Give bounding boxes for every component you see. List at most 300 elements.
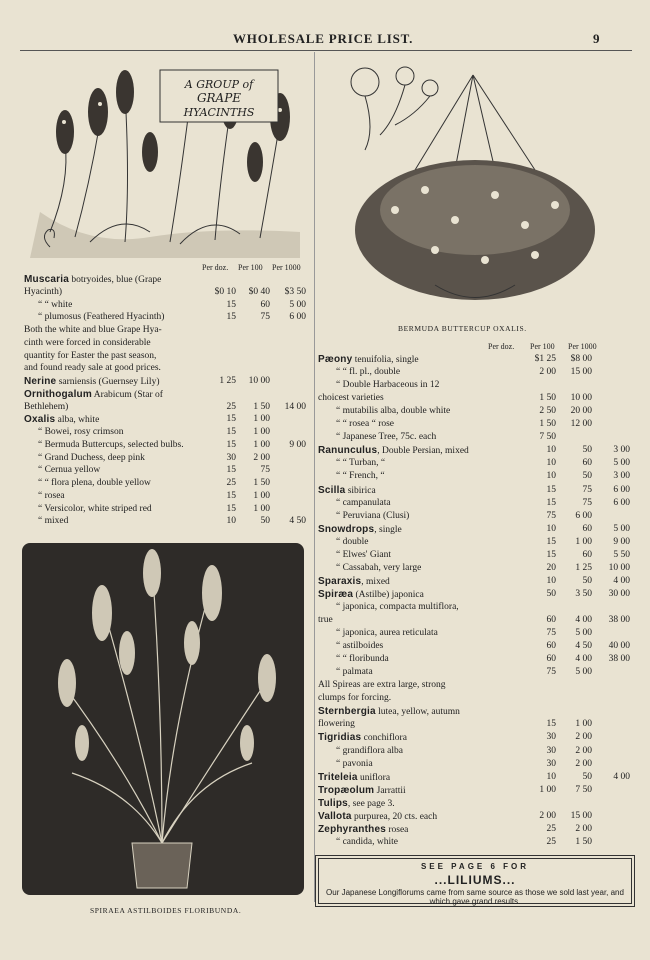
price-row <box>24 490 310 503</box>
item-name <box>318 823 408 837</box>
price-c100: 75 <box>260 465 270 476</box>
price-c100: 60 <box>260 299 270 310</box>
price-c100: 5 00 <box>575 628 592 639</box>
item-name <box>24 401 68 414</box>
item-name <box>336 497 391 510</box>
price-c100: 2 00 <box>575 732 592 743</box>
price-doz: 75 <box>546 667 556 678</box>
price-doz: 1 50 <box>539 393 556 404</box>
item-desc: uniflora <box>357 772 391 783</box>
genus-name: Tropæolum <box>318 784 375 796</box>
price-doz: 15 <box>226 503 236 514</box>
price-c100: 4 00 <box>575 615 592 625</box>
item-desc: “ pavonia <box>336 758 373 769</box>
item-name <box>38 464 100 477</box>
price-row <box>24 311 310 324</box>
item-desc: and found ready sale at good prices. <box>24 363 161 374</box>
price-row <box>318 653 632 666</box>
price-c100: 12 00 <box>570 419 592 430</box>
item-name <box>24 337 151 350</box>
price-c1000: $3 50 <box>284 286 306 297</box>
price-doz: 15 <box>546 719 556 730</box>
item-desc: “ Double Harbaceous in 12 <box>336 380 440 391</box>
item-desc: cinth were forced in considerable <box>24 337 151 348</box>
price-row <box>318 405 632 418</box>
item-desc: , mixed <box>361 576 390 587</box>
price-row <box>318 692 632 705</box>
item-desc: clumps for forcing. <box>318 693 392 704</box>
price-row <box>24 413 310 426</box>
price-c100: 75 <box>582 497 592 508</box>
price-doz: 7 50 <box>539 432 556 443</box>
item-desc: , Double Persian, mixed <box>377 446 469 457</box>
svg-text:A GROUP of: A GROUP of <box>184 78 254 91</box>
item-desc: “ grandiflora alba <box>336 745 403 756</box>
item-desc: “ mutabilis alba, double white <box>336 406 451 417</box>
price-c100: 75 <box>260 312 270 323</box>
price-c100: 3 50 <box>575 588 592 599</box>
item-desc: “ Versicolor, white striped red <box>38 503 152 514</box>
item-desc: “ “ flora plena, double yellow <box>38 478 151 488</box>
price-row <box>318 418 632 431</box>
item-desc: tenuifolia, single <box>352 355 419 365</box>
item-name <box>38 439 184 452</box>
price-c1000: 3 00 <box>613 445 630 456</box>
price-row <box>24 324 310 337</box>
price-c1000: 40 00 <box>608 641 630 652</box>
genus-name: Sparaxis <box>318 575 362 587</box>
price-row <box>24 401 310 414</box>
price-row <box>24 503 310 516</box>
item-desc: sarniensis (Guernsey Lily) <box>56 377 160 387</box>
item-name <box>318 575 390 589</box>
price-c1000: 6 00 <box>613 484 630 495</box>
price-row <box>318 588 632 601</box>
price-doz: 20 <box>546 562 556 573</box>
price-doz: 1 00 <box>539 784 556 795</box>
genus-name: Nerine <box>24 376 57 387</box>
price-row <box>318 431 632 444</box>
price-c100: 1 00 <box>253 439 270 450</box>
price-row <box>318 731 632 744</box>
item-name <box>318 523 402 537</box>
item-name <box>318 588 424 602</box>
item-name <box>336 562 421 575</box>
price-c100: 50 <box>260 516 270 527</box>
item-name <box>336 666 373 679</box>
price-row <box>318 718 632 731</box>
price-doz: 10 <box>546 471 556 482</box>
price-row <box>318 614 632 627</box>
item-desc: rosea <box>385 824 409 835</box>
price-row <box>318 627 632 640</box>
price-row <box>318 679 632 692</box>
item-desc: , single <box>374 524 402 535</box>
item-name <box>336 601 459 614</box>
price-c1000: 9 00 <box>289 439 306 450</box>
item-desc: Jarrattii <box>374 785 406 796</box>
price-c100: 50 <box>582 575 592 586</box>
item-desc: “ Elwes' Giant <box>336 549 392 560</box>
genus-name: Triteleia <box>318 771 358 783</box>
item-name <box>318 692 391 705</box>
price-c100: 60 <box>582 549 592 560</box>
price-row <box>318 810 632 823</box>
price-c100: 1 00 <box>253 414 270 425</box>
price-c100: 15 00 <box>570 367 592 378</box>
item-desc: “ astilboides <box>336 641 384 652</box>
svg-text:GRAPE: GRAPE <box>196 91 242 105</box>
price-c100: 15 00 <box>570 810 592 821</box>
notice-line-3: Our Japanese Longiflorums came from same source as those we sold last year, and which gave grand results. <box>326 888 624 906</box>
price-doz: 75 <box>546 628 556 639</box>
price-c1000: 5 50 <box>613 549 630 560</box>
price-c100: 50 <box>582 771 592 782</box>
price-c100: 5 00 <box>575 667 592 678</box>
svg-text:HYACINTHS: HYACINTHS <box>183 106 255 119</box>
item-desc: “ “ floribunda <box>336 654 389 665</box>
price-row <box>318 379 632 392</box>
price-c100: 1 50 <box>253 478 270 488</box>
item-desc: Arabicum (Star of <box>91 389 163 400</box>
price-row <box>318 457 632 470</box>
item-desc: “ mixed <box>38 516 69 527</box>
price-row <box>24 426 310 439</box>
price-doz: 1 25 <box>219 376 236 386</box>
price-row <box>318 601 632 614</box>
item-name <box>336 758 373 771</box>
price-c100: 6 00 <box>575 510 592 521</box>
price-c100: 4 00 <box>575 654 592 665</box>
item-desc: purpurea, 20 cts. each <box>351 811 438 822</box>
price-doz: 2 00 <box>539 367 556 378</box>
item-name <box>318 353 419 367</box>
item-name <box>336 431 436 444</box>
item-desc: “ “ Turban, “ <box>336 458 386 469</box>
price-row <box>318 484 632 497</box>
price-doz: 75 <box>546 510 556 521</box>
price-doz: $1 25 <box>534 354 556 364</box>
price-doz: 15 <box>226 414 236 425</box>
price-doz: 2 50 <box>539 406 556 417</box>
genus-name: Scilla <box>318 484 346 496</box>
price-row <box>318 575 632 588</box>
price-doz: 25 <box>546 836 556 847</box>
item-desc: “ “ fl. pl., double <box>336 367 401 378</box>
price-doz: 30 <box>546 732 556 743</box>
item-name <box>318 444 469 458</box>
column-divider <box>314 52 315 902</box>
price-c100: 2 00 <box>575 823 592 834</box>
price-doz: 10 <box>546 458 556 469</box>
price-row <box>318 536 632 549</box>
price-row <box>24 286 310 299</box>
item-name <box>318 614 333 627</box>
item-name <box>24 362 161 375</box>
item-desc: “ Bermuda Buttercups, selected bulbs. <box>38 439 184 450</box>
price-doz: 25 <box>546 823 556 834</box>
price-c1000: 4 00 <box>613 575 630 586</box>
genus-name: Ranunculus <box>318 445 378 457</box>
price-row <box>318 823 632 836</box>
price-c1000: 5 00 <box>613 523 630 534</box>
price-doz: 25 <box>226 478 236 488</box>
item-name <box>336 405 450 418</box>
item-name <box>336 549 391 562</box>
price-c1000: 38 00 <box>608 615 630 625</box>
price-doz: 25 <box>226 401 236 412</box>
spiraea-caption: SPIRAEA ASTILBOIDES FLORIBUNDA. <box>90 906 242 915</box>
price-c100: $0 40 <box>248 286 270 297</box>
genus-name: Tulips <box>318 797 348 809</box>
price-c100: 10 00 <box>248 376 270 386</box>
item-name <box>38 299 72 312</box>
price-row <box>24 464 310 477</box>
bermuda-caption: BERMUDA BUTTERCUP OXALIS. <box>398 324 527 333</box>
item-name <box>336 640 383 653</box>
notice-line-2: ...LILIUMS... <box>434 873 516 887</box>
grape-hyacinth-illustration <box>30 62 302 258</box>
item-name <box>336 745 403 758</box>
price-c100: 50 <box>582 471 592 482</box>
item-name <box>38 490 65 503</box>
item-name <box>336 457 385 470</box>
item-desc: “ campanulata <box>336 497 391 508</box>
price-doz: 60 <box>546 641 556 652</box>
price-row <box>318 510 632 523</box>
price-doz: 60 <box>546 654 556 665</box>
price-c100: 2 00 <box>575 745 592 756</box>
liliums-notice-box <box>318 858 632 904</box>
price-row <box>318 562 632 575</box>
item-desc: “ Cassabah, very large <box>336 562 422 573</box>
price-c100: 1 00 <box>253 427 270 437</box>
price-row <box>318 497 632 510</box>
price-c100: 4 50 <box>575 641 592 652</box>
item-desc: “ palmata <box>336 667 373 678</box>
item-desc: Both the white and blue Grape Hya- <box>24 325 162 335</box>
item-name <box>336 627 438 640</box>
price-c100: 1 00 <box>575 719 592 730</box>
item-desc: conchiflora <box>361 733 407 744</box>
price-c100: 60 <box>582 458 592 469</box>
item-desc: “ “ French, “ <box>336 471 385 482</box>
price-c1000: 6 00 <box>289 312 306 323</box>
page-number: 9 <box>593 31 600 46</box>
genus-name: Oxalis <box>24 414 56 426</box>
price-c1000: 5 00 <box>289 299 306 310</box>
price-doz: 15 <box>546 484 556 495</box>
price-c1000: 4 50 <box>289 516 306 527</box>
item-desc: “ candida, white <box>336 836 398 847</box>
price-c100: 1 50 <box>575 836 592 847</box>
price-doz: 10 <box>546 575 556 586</box>
price-doz: 15 <box>226 439 236 450</box>
price-row <box>24 439 310 452</box>
price-row <box>24 350 310 363</box>
item-name <box>318 797 395 811</box>
price-row <box>318 797 632 810</box>
price-c1000: 10 00 <box>608 562 630 573</box>
price-c1000: 3 00 <box>613 471 630 482</box>
price-c100: $8 00 <box>570 354 592 364</box>
item-name <box>318 810 437 824</box>
price-c100: 10 00 <box>570 393 592 404</box>
item-name <box>336 366 400 379</box>
item-desc: true <box>318 615 333 625</box>
price-c100: 1 25 <box>575 562 592 573</box>
item-name <box>24 324 162 337</box>
item-desc: “ “ white <box>38 299 73 310</box>
price-row <box>24 273 310 286</box>
item-desc: “ double <box>336 536 369 547</box>
price-c100: 2 00 <box>253 452 270 463</box>
price-c100: 20 00 <box>570 406 592 417</box>
price-row <box>318 353 632 366</box>
price-c100: 1 50 <box>253 401 270 412</box>
price-row <box>24 375 310 388</box>
genus-name: Snowdrops <box>318 523 375 535</box>
price-c1000: 14 00 <box>284 401 306 412</box>
price-c1000: 38 00 <box>608 654 630 665</box>
genus-name: Muscaria <box>24 274 69 285</box>
item-desc: “ “ rosea “ rose <box>336 419 395 430</box>
price-c100: 2 00 <box>575 758 592 769</box>
item-desc: “ Cernua yellow <box>38 465 101 476</box>
item-desc: Hyacinth) <box>24 286 62 297</box>
item-name <box>318 718 355 731</box>
item-name <box>318 731 407 745</box>
item-desc: quantity for Easter the past season, <box>24 350 157 361</box>
price-doz: 15 <box>226 490 236 501</box>
price-row <box>24 337 310 350</box>
price-doz: 10 <box>546 771 556 782</box>
item-desc: alba, white <box>55 415 100 426</box>
item-desc: , see page 3. <box>347 798 395 809</box>
price-row <box>24 515 310 528</box>
price-doz: 15 <box>546 549 556 560</box>
price-c1000: 4 00 <box>613 771 630 782</box>
price-row <box>318 771 632 784</box>
price-c100: 50 <box>582 445 592 456</box>
price-c100: 75 <box>582 484 592 495</box>
price-doz: 30 <box>546 745 556 756</box>
price-c100: 1 00 <box>253 490 270 501</box>
price-row <box>24 388 310 401</box>
item-name <box>336 836 398 849</box>
item-name <box>38 311 164 324</box>
item-name <box>24 350 156 363</box>
item-name <box>318 705 460 719</box>
item-desc: flowering <box>318 719 355 730</box>
genus-name: Sternbergia <box>318 706 376 718</box>
price-row <box>318 444 632 457</box>
price-doz: 10 <box>546 445 556 456</box>
item-name <box>38 503 152 516</box>
price-doz: 60 <box>546 615 556 625</box>
spiraea-illustration <box>22 543 304 895</box>
price-c100: 1 00 <box>575 536 592 547</box>
price-doz: 50 <box>546 588 556 599</box>
price-doz: 30 <box>226 452 236 463</box>
item-desc: “ Peruviana (Clusi) <box>336 510 410 521</box>
price-doz: 10 <box>546 523 556 534</box>
item-name <box>336 379 439 392</box>
item-name <box>38 452 145 465</box>
item-desc: “ plumosus (Feathered Hyacinth) <box>38 312 165 323</box>
price-c1000: 30 00 <box>608 588 630 599</box>
price-doz: 15 <box>226 465 236 476</box>
price-c1000: 6 00 <box>613 497 630 508</box>
price-c100: 60 <box>582 523 592 534</box>
price-row <box>24 477 310 490</box>
item-desc: Bethlehem) <box>24 401 69 412</box>
price-row <box>318 523 632 536</box>
item-name <box>336 536 368 549</box>
genus-name: Spiræa <box>318 588 354 600</box>
genus-name: Tigridias <box>318 732 362 744</box>
right-colhdr-1000: Per 1000 <box>568 342 597 351</box>
item-desc: “ japonica, compacta multiflora, <box>336 601 459 612</box>
price-row <box>318 784 632 797</box>
price-row <box>318 705 632 718</box>
price-row <box>24 452 310 465</box>
price-row <box>24 299 310 312</box>
price-doz: 30 <box>546 758 556 769</box>
left-colhdr-100: Per 100 <box>238 263 263 272</box>
item-name <box>336 418 394 431</box>
right-colhdr-100: Per 100 <box>530 342 555 351</box>
item-name <box>38 477 151 490</box>
price-row <box>318 470 632 483</box>
item-name <box>38 515 68 528</box>
item-name <box>336 470 385 483</box>
item-name <box>318 771 390 785</box>
item-desc: (Astilbe) japonica <box>353 589 424 600</box>
item-desc: “ japonica, aurea reticulata <box>336 628 438 639</box>
price-row <box>318 366 632 379</box>
notice-line-1: SEE PAGE 6 FOR <box>420 862 530 871</box>
genus-name: Vallota <box>318 810 352 822</box>
price-doz: 1 50 <box>539 419 556 430</box>
left-colhdr-doz: Per doz. <box>202 263 229 272</box>
item-desc: “ Bowei, rosy crimson <box>38 427 124 437</box>
item-desc: “ Grand Duchess, deep pink <box>38 452 145 463</box>
price-doz: 10 <box>226 516 236 527</box>
item-name <box>318 484 376 498</box>
price-row <box>318 640 632 653</box>
item-name <box>318 679 446 692</box>
price-c100: 7 50 <box>575 784 592 795</box>
price-row <box>318 758 632 771</box>
item-desc: “ Japanese Tree, 75c. each <box>336 432 437 443</box>
item-desc: botryoides, blue (Grape <box>68 275 162 285</box>
price-row <box>24 362 310 375</box>
page-header-title: WHOLESALE PRICE LIST. <box>233 31 414 46</box>
item-desc: “ rosea <box>38 490 65 501</box>
price-row <box>318 392 632 405</box>
item-desc: choicest varieties <box>318 393 384 404</box>
price-row <box>318 666 632 679</box>
genus-name: Zephyranthes <box>318 823 386 835</box>
header-rule <box>20 50 632 51</box>
left-colhdr-1000: Per 1000 <box>272 263 301 272</box>
price-doz: $0 10 <box>214 286 236 297</box>
price-c1000: 5 00 <box>613 458 630 469</box>
item-name <box>336 653 389 666</box>
price-doz: 15 <box>226 299 236 310</box>
price-c100: 1 00 <box>253 503 270 514</box>
